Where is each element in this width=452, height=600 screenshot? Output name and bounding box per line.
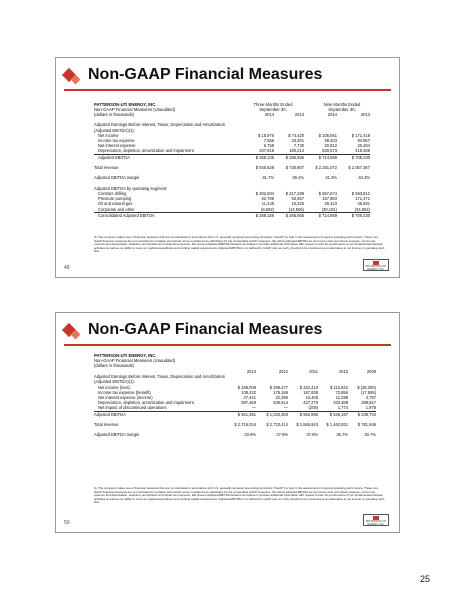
table-row: Income tax expense (benefit) 108,432 176,186 187,938 72,856 (17,595) <box>98 389 376 395</box>
table-row: Corporate and other (8,692) (12,506) (30,191) (34,854) <box>98 206 370 212</box>
year-header: 2009 <box>366 369 376 374</box>
company-name: PATTERSON-UTI ENERGY, INC. <box>94 102 157 107</box>
table-row: Oil and natural gas 11,449 10,225 29,423 36,591 <box>98 201 370 207</box>
table-row: Depreciation, depletion, amortization and impairment 237,815 160,214 530,573 418,485 <box>98 148 370 154</box>
slide-title: Non-GAAP Financial Measures <box>88 66 323 83</box>
title-divider <box>64 344 391 346</box>
company-logo: PATTERSON-UTI ENERGY, INC. <box>363 259 389 271</box>
year-header: 2010 <box>338 369 348 374</box>
table-row-total: Adjusted EBITDA $ 268,106 $ 285,665 $ 714,869 $ 705,330 <box>94 154 370 160</box>
table-row: Net impact of discontinued operations — — (208) 1,774 1,978 <box>98 405 376 411</box>
group-subheader-three-months: September 30, <box>259 107 287 112</box>
annual-ebitda-table <box>94 369 376 438</box>
year-header: 2013 <box>360 112 370 117</box>
footnote: (1) The company makes use of financial measures that are not calculated in accordance with U.S. generally accepted accounting principles ("GAAP") to help in the assessment of ongoing operating performance. These non-GAAP financial measures are not considered in isolation and should not be considered as substitutes for the comparable GAAP measures. We define Adjusted EBITDA as net income plus net interest expense, income tax expense and depreciation, depletion, amortization and impairment expense. We present Adjusted EBITDA because we believe it provides additional information with respect to both the performance of our fundamental business activities as well as our ability to meet our capital expenditures and working capital requirements. Adjusted EBITDA is not defined by GAAP and, as such, should not be construed as an alternative to net income or operating cash flow. <box>94 486 385 505</box>
total-revenue-row: Total revenue $ 845,628 $ 730,907 $ 2,281,072 $ 2,057,367 <box>94 165 370 171</box>
slide-page-number: 50 <box>64 520 70 526</box>
table-row: Pressure pumping 62,795 50,657 157,963 171,471 <box>98 196 370 202</box>
slide-page-number: 49 <box>64 265 70 271</box>
table-row: Income tax expense 7,556 43,301 59,403 94,957 <box>98 138 370 144</box>
group-header-three-months: Three Months Ended <box>253 102 293 107</box>
table-units: (dollars in thousands) <box>94 363 135 368</box>
year-header: 2011 <box>309 369 318 374</box>
year-header: 2013 <box>246 369 256 374</box>
margin-row: Adjusted EBITDA margin 31.7% 39.1% 31.3% 34.3% <box>94 175 370 181</box>
year-header: 2014 <box>327 112 337 117</box>
table-row: Contract drilling $ 202,604 $ 217,289 $ 557,674 $ 593,812 <box>98 191 370 197</box>
table-units: (dollars in thousands) <box>94 112 135 117</box>
table-subtitle: Non-GAAP Financial Measures (Unaudited) <box>94 358 176 363</box>
table-row: Depreciation, depletion, amortization and impairment 597,469 536,614 437,279 333,488 289,847 <box>98 400 376 406</box>
year-header: 2014 <box>264 112 274 117</box>
company-name: PATTERSON-UTI ENERGY, INC. <box>94 353 157 358</box>
table-row-total: Adjusted EBITDA $ 921,351 $ 1,033,483 $ 962,886 $ 536,167 $ 239,704 <box>94 411 376 417</box>
total-revenue-row: Total revenue $ 2,716,034 $ 2,723,414 $ 2,565,943 $ 1,462,931 $ 781,946 <box>94 422 376 428</box>
slide-title: Non-GAAP Financial Measures <box>88 321 323 338</box>
section-heading-sub: (Adjusted EBITDA)(1): <box>94 127 135 133</box>
group-header-nine-months: Nine Months Ended <box>323 102 361 107</box>
table-row: Net income $ 15,976 $ 74,420 $ 105,061 $ 171,418 <box>98 132 370 138</box>
year-header: 2013 <box>294 112 304 117</box>
table-row: Net interest expense (income) 27,441 22,396 15,465 11,098 3,767 <box>98 395 376 401</box>
section-heading: Adjusted Earnings Before Interest, Taxes, Depreciation and Amortization <box>94 374 225 380</box>
table-row-total: Consolidated Adjusted EBITDA $ 268,156 $ 265,665 $ 714,869 $ 705,330 <box>94 212 370 218</box>
section-heading: Adjusted Earnings Before Interest, Taxes, Depreciation and Amortization <box>94 122 225 128</box>
document-page-number: 25 <box>419 574 430 584</box>
company-logo: PATTERSON-UTI ENERGY, INC. <box>363 514 389 526</box>
section-heading: Adjusted EBITDA by operating segment: <box>94 185 168 191</box>
table-row: Net income (loss) $ 188,009 $ 298,477 $ 322,413 $ 116,842 $ (38,250) <box>98 384 376 390</box>
diamond-accent-icon <box>71 75 81 85</box>
section-heading-sub: (Adjusted EBITDA)(1): <box>94 379 135 385</box>
group-subheader-nine-months: September 30, <box>328 107 356 112</box>
table-row: Net interest expense 6,759 7,730 20,812 20,494 <box>98 143 370 149</box>
slide-quarterly-non-gaap <box>55 57 400 278</box>
title-divider <box>64 89 391 91</box>
margin-row: Adjusted EBITDA margin 33.9% 37.9% 37.5% 36.7% 30.7% <box>94 432 376 438</box>
footnote: (1) The company makes use of financial measures that are not calculated in accordance with U.S. generally accepted accounting principles ("GAAP") to help in the assessment of ongoing operating performance. These non-GAAP financial measures are not considered in isolation and should not be considered as substitutes for the comparable GAAP measures. We define Adjusted EBITDA as net income plus net interest expense, income tax expense and depreciation, depletion, amortization and impairment expense. We present Adjusted EBITDA because we believe it provides additional information with respect to both the performance of our fundamental business activities as well as our ability to meet our capital expenditures and working capital requirements. Adjusted EBITDA is not defined by GAAP and, as such, should not be construed as an alternative to net income or operating cash flow. <box>94 235 385 254</box>
slide-annual-non-gaap <box>55 312 400 533</box>
diamond-accent-icon <box>71 330 81 340</box>
quarterly-ebitda-table <box>94 112 370 218</box>
year-header: 2012 <box>278 369 288 374</box>
table-subtitle: Non-GAAP Financial Measures (Unaudited) <box>94 107 176 112</box>
